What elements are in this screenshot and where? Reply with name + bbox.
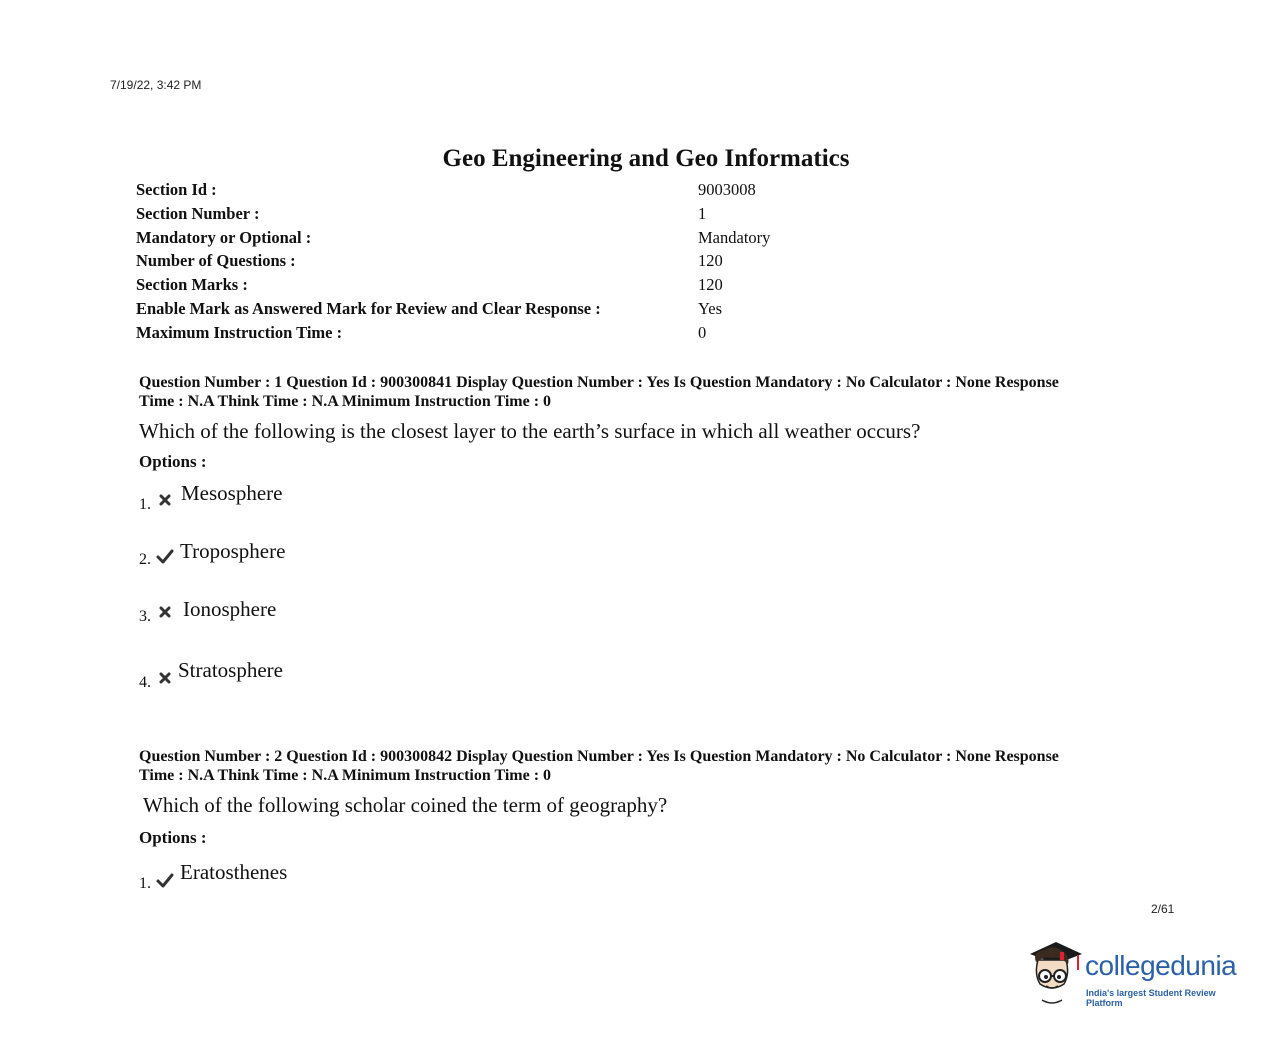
question-meta-line: Question Number : 2 Question Id : 900300842 Display Question Number : Yes Is Question Mandatory : No Calculator : None Response <box>139 748 1059 765</box>
section-label: Number of Questions : <box>136 251 296 271</box>
question-text: Which of the following scholar coined the term of geography? <box>143 793 668 817</box>
logo-tagline: India's largest Student Review Platform <box>1086 988 1216 1008</box>
option-number: 2. <box>139 551 151 568</box>
section-label: Mandatory or Optional : <box>136 227 312 247</box>
option-text: Eratosthenes <box>180 860 288 884</box>
options-label: Options : <box>139 828 207 847</box>
section-title: Geo Engineering and Geo Informatics <box>442 145 850 172</box>
option-number: 4. <box>139 674 151 691</box>
section-value: Yes <box>698 298 723 318</box>
section-value: 120 <box>698 251 723 271</box>
option-text: Ionosphere <box>183 597 277 621</box>
cross-icon <box>158 493 174 509</box>
question-meta <box>139 373 1149 411</box>
question-meta <box>139 747 1149 785</box>
option-text: Troposphere <box>180 539 286 563</box>
question-meta-line: Time : N.A Think Time : N.A Minimum Instruction Time : 0 <box>139 393 552 410</box>
section-label: Section Id : <box>136 180 217 199</box>
question-meta-line: Question Number : 1 Question Id : 900300841 Display Question Number : Yes Is Question Mandatory : No Calculator : None Response <box>139 374 1059 391</box>
checkmark-icon <box>156 548 172 564</box>
logo-wordmark: collegedunia <box>1085 950 1237 981</box>
section-label: Enable Mark as Answered Mark for Review and Clear Response : <box>136 298 601 318</box>
section-label: Section Number : <box>136 203 260 223</box>
section-value: 1 <box>698 203 707 223</box>
option-number: 1. <box>139 875 151 892</box>
section-value: 0 <box>698 322 707 342</box>
checkmark-icon <box>156 872 172 888</box>
section-value: Mandatory <box>698 227 771 247</box>
question-1 <box>139 373 1149 691</box>
cross-icon <box>158 605 174 621</box>
options-label: Options : <box>139 452 207 471</box>
section-value: 9003008 <box>698 180 756 199</box>
collegedunia-logo[interactable] <box>1024 940 1254 1010</box>
page-number: 2/61 <box>1151 902 1175 916</box>
question-meta-line: Time : N.A Think Time : N.A Minimum Instruction Time : 0 <box>139 767 552 784</box>
option-text: Stratosphere <box>178 658 283 682</box>
section-label: Section Marks : <box>136 275 248 295</box>
section-value: 120 <box>698 275 723 295</box>
mascot-icon <box>1024 940 1084 1013</box>
question-text: Which of the following is the closest layer to the earth’s surface in which all weather occurs? <box>139 419 921 443</box>
question-2 <box>139 747 1149 892</box>
print-timestamp: 7/19/22, 3:42 PM <box>110 78 202 92</box>
option-text: Mesosphere <box>181 481 283 505</box>
option-number: 1. <box>139 496 151 513</box>
section-label: Maximum Instruction Time : <box>136 322 343 342</box>
cross-icon <box>158 671 174 687</box>
option-number: 3. <box>139 608 151 625</box>
